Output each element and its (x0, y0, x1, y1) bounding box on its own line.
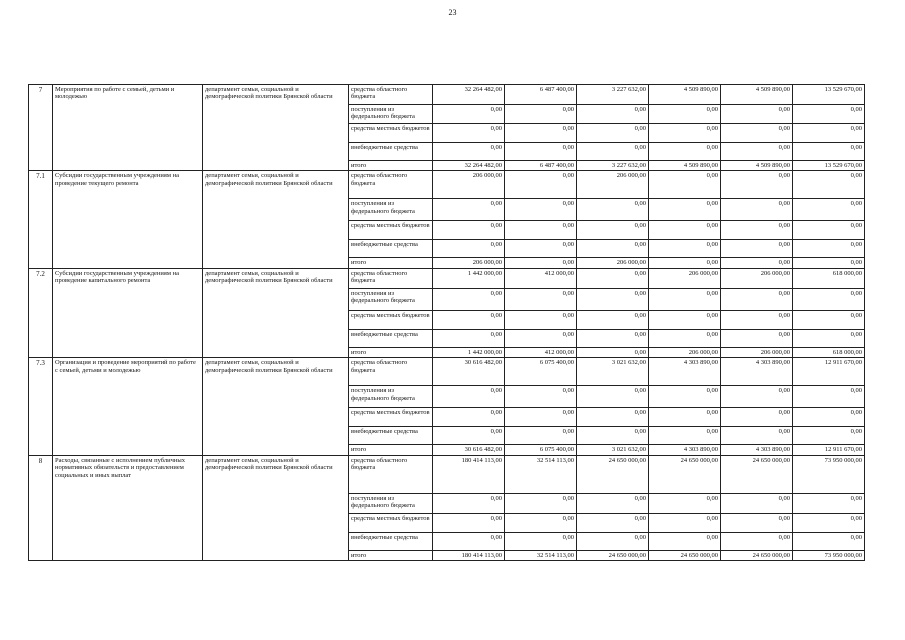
funding-source: средства областного бюджета (349, 171, 433, 199)
amount-cell: 0,00 (721, 124, 793, 143)
amount-cell: 206 000,00 (577, 171, 649, 199)
amount-cell: 0,00 (793, 124, 865, 143)
amount-cell: 0,00 (433, 329, 505, 347)
amount-cell: 0,00 (505, 493, 577, 513)
amount-cell: 0,00 (433, 532, 505, 550)
amount-cell: 0,00 (577, 124, 649, 143)
amount-cell: 0,00 (433, 199, 505, 221)
amount-cell: 0,00 (577, 268, 649, 288)
amount-cell: 4 303 890,00 (721, 445, 793, 455)
amount-cell: 0,00 (505, 513, 577, 532)
table-row (29, 268, 865, 288)
section-executor: департамент семьи, социальной и демографической политики Брянской области (203, 268, 349, 357)
amount-cell: 0,00 (505, 310, 577, 329)
section-name: Субсидии государственным учреждениям на проведение капитального ремонта (53, 268, 203, 357)
section-name: Субсидии государственным учреждениям на проведение текущего ремонта (53, 171, 203, 268)
funding-source: внебюджетные средства (349, 329, 433, 347)
amount-cell: 32 514 113,00 (505, 550, 577, 560)
amount-cell: 24 650 000,00 (649, 455, 721, 493)
amount-cell: 0,00 (721, 221, 793, 240)
funding-source: средства местных бюджетов (349, 408, 433, 427)
section-number: 7 (29, 85, 53, 171)
amount-cell: 3 227 632,00 (577, 85, 649, 105)
amount-cell: 206 000,00 (433, 171, 505, 199)
funding-source: средства местных бюджетов (349, 310, 433, 329)
funding-source: итого (349, 445, 433, 455)
amount-cell: 0,00 (793, 171, 865, 199)
amount-cell: 24 650 000,00 (721, 455, 793, 493)
amount-cell: 0,00 (433, 427, 505, 445)
amount-cell: 0,00 (505, 408, 577, 427)
amount-cell: 1 442 000,00 (433, 268, 505, 288)
funding-source: поступления из федерального бюджета (349, 288, 433, 310)
budget-table-body (29, 85, 865, 561)
amount-cell: 0,00 (433, 143, 505, 161)
amount-cell: 4 303 890,00 (649, 358, 721, 386)
amount-cell: 6 487 400,00 (505, 85, 577, 105)
amount-cell: 13 529 670,00 (793, 161, 865, 171)
amount-cell: 0,00 (649, 240, 721, 258)
amount-cell: 0,00 (505, 240, 577, 258)
amount-cell: 4 509 890,00 (649, 85, 721, 105)
table-row (29, 171, 865, 199)
funding-source: поступления из федерального бюджета (349, 493, 433, 513)
amount-cell: 206 000,00 (433, 258, 505, 268)
section-name: Расходы, связанные с исполнением публичных нормативных обязательств и предоставлением социальных и иных выплат (53, 455, 203, 560)
amount-cell: 0,00 (721, 199, 793, 221)
amount-cell: 0,00 (721, 532, 793, 550)
amount-cell: 4 509 890,00 (649, 161, 721, 171)
amount-cell: 0,00 (721, 493, 793, 513)
funding-source: средства областного бюджета (349, 85, 433, 105)
funding-source: средства местных бюджетов (349, 124, 433, 143)
amount-cell: 0,00 (505, 532, 577, 550)
amount-cell: 206 000,00 (721, 347, 793, 357)
amount-cell: 0,00 (577, 310, 649, 329)
section-number: 7.2 (29, 268, 53, 357)
amount-cell: 0,00 (577, 532, 649, 550)
amount-cell: 0,00 (577, 427, 649, 445)
amount-cell: 0,00 (649, 310, 721, 329)
amount-cell: 0,00 (577, 329, 649, 347)
amount-cell: 0,00 (505, 386, 577, 408)
amount-cell: 0,00 (433, 240, 505, 258)
funding-source: итого (349, 347, 433, 357)
amount-cell: 0,00 (793, 408, 865, 427)
funding-source: средства областного бюджета (349, 268, 433, 288)
amount-cell: 0,00 (721, 143, 793, 161)
amount-cell: 32 264 482,00 (433, 161, 505, 171)
funding-source: поступления из федерального бюджета (349, 105, 433, 124)
amount-cell: 0,00 (649, 386, 721, 408)
amount-cell: 0,00 (577, 493, 649, 513)
amount-cell: 32 264 482,00 (433, 85, 505, 105)
amount-cell: 0,00 (721, 386, 793, 408)
amount-cell: 0,00 (793, 386, 865, 408)
amount-cell: 180 414 113,00 (433, 455, 505, 493)
funding-source: внебюджетные средства (349, 240, 433, 258)
funding-source: поступления из федерального бюджета (349, 386, 433, 408)
amount-cell: 30 616 482,00 (433, 358, 505, 386)
amount-cell: 0,00 (505, 199, 577, 221)
amount-cell: 0,00 (649, 143, 721, 161)
funding-source: средства областного бюджета (349, 358, 433, 386)
table-row (29, 85, 865, 105)
amount-cell: 0,00 (793, 240, 865, 258)
funding-source: поступления из федерального бюджета (349, 199, 433, 221)
amount-cell: 0,00 (793, 199, 865, 221)
amount-cell: 0,00 (649, 329, 721, 347)
amount-cell: 0,00 (433, 105, 505, 124)
amount-cell: 0,00 (793, 493, 865, 513)
amount-cell: 0,00 (721, 329, 793, 347)
amount-cell: 0,00 (721, 310, 793, 329)
amount-cell: 0,00 (649, 408, 721, 427)
amount-cell: 0,00 (721, 258, 793, 268)
amount-cell: 0,00 (649, 288, 721, 310)
budget-table (28, 84, 865, 561)
amount-cell: 24 650 000,00 (649, 550, 721, 560)
amount-cell: 0,00 (505, 329, 577, 347)
amount-cell: 32 514 113,00 (505, 455, 577, 493)
amount-cell: 0,00 (649, 171, 721, 199)
amount-cell: 13 529 670,00 (793, 85, 865, 105)
amount-cell: 30 616 482,00 (433, 445, 505, 455)
amount-cell: 0,00 (505, 105, 577, 124)
amount-cell: 6 487 400,00 (505, 161, 577, 171)
section-number: 8 (29, 455, 53, 560)
funding-source: итого (349, 161, 433, 171)
amount-cell: 618 000,00 (793, 268, 865, 288)
amount-cell: 0,00 (505, 124, 577, 143)
amount-cell: 0,00 (793, 310, 865, 329)
amount-cell: 0,00 (721, 427, 793, 445)
amount-cell: 0,00 (577, 143, 649, 161)
amount-cell: 3 227 632,00 (577, 161, 649, 171)
amount-cell: 0,00 (793, 258, 865, 268)
amount-cell: 4 303 890,00 (649, 445, 721, 455)
amount-cell: 0,00 (577, 513, 649, 532)
amount-cell: 0,00 (577, 105, 649, 124)
amount-cell: 0,00 (649, 199, 721, 221)
amount-cell: 0,00 (505, 143, 577, 161)
amount-cell: 3 021 632,00 (577, 445, 649, 455)
amount-cell: 0,00 (433, 124, 505, 143)
amount-cell: 0,00 (721, 105, 793, 124)
funding-source: внебюджетные средства (349, 143, 433, 161)
table-row (29, 455, 865, 493)
amount-cell: 0,00 (505, 427, 577, 445)
amount-cell: 4 509 890,00 (721, 85, 793, 105)
amount-cell: 0,00 (721, 513, 793, 532)
section-name: Мероприятия по работе с семьей, детьми и молодежью (53, 85, 203, 171)
amount-cell: 180 414 113,00 (433, 550, 505, 560)
amount-cell: 0,00 (721, 240, 793, 258)
amount-cell: 0,00 (577, 347, 649, 357)
amount-cell: 12 911 670,00 (793, 445, 865, 455)
amount-cell: 0,00 (577, 221, 649, 240)
amount-cell: 0,00 (793, 329, 865, 347)
amount-cell: 0,00 (505, 288, 577, 310)
amount-cell: 0,00 (577, 199, 649, 221)
amount-cell: 73 950 000,00 (793, 455, 865, 493)
amount-cell: 0,00 (649, 105, 721, 124)
amount-cell: 206 000,00 (649, 347, 721, 357)
amount-cell: 0,00 (433, 513, 505, 532)
page-number: 23 (448, 8, 457, 17)
amount-cell: 3 021 632,00 (577, 358, 649, 386)
amount-cell: 206 000,00 (577, 258, 649, 268)
section-executor: департамент семьи, социальной и демографической политики Брянской области (203, 455, 349, 560)
funding-source: средства местных бюджетов (349, 221, 433, 240)
amount-cell: 24 650 000,00 (577, 455, 649, 493)
amount-cell: 412 000,00 (505, 347, 577, 357)
amount-cell: 6 075 400,00 (505, 358, 577, 386)
section-number: 7.1 (29, 171, 53, 268)
amount-cell: 73 950 000,00 (793, 550, 865, 560)
amount-cell: 0,00 (577, 240, 649, 258)
amount-cell: 0,00 (793, 288, 865, 310)
table-row (29, 358, 865, 386)
amount-cell: 1 442 000,00 (433, 347, 505, 357)
amount-cell: 0,00 (649, 124, 721, 143)
amount-cell: 0,00 (721, 408, 793, 427)
amount-cell: 0,00 (505, 171, 577, 199)
amount-cell: 0,00 (505, 221, 577, 240)
funding-source: средства местных бюджетов (349, 513, 433, 532)
amount-cell: 0,00 (649, 221, 721, 240)
amount-cell: 24 650 000,00 (577, 550, 649, 560)
amount-cell: 0,00 (433, 221, 505, 240)
amount-cell: 0,00 (649, 532, 721, 550)
amount-cell: 0,00 (793, 513, 865, 532)
amount-cell: 0,00 (649, 427, 721, 445)
amount-cell: 206 000,00 (649, 268, 721, 288)
amount-cell: 0,00 (433, 408, 505, 427)
amount-cell: 412 000,00 (505, 268, 577, 288)
funding-source: внебюджетные средства (349, 427, 433, 445)
amount-cell: 0,00 (649, 513, 721, 532)
funding-source: внебюджетные средства (349, 532, 433, 550)
amount-cell: 618 000,00 (793, 347, 865, 357)
amount-cell: 0,00 (433, 493, 505, 513)
funding-source: средства областного бюджета (349, 455, 433, 493)
section-name: Организация и проведение мероприятий по работе с семьей, детьми и молодежью (53, 358, 203, 455)
amount-cell: 0,00 (793, 143, 865, 161)
amount-cell: 12 911 670,00 (793, 358, 865, 386)
amount-cell: 0,00 (433, 386, 505, 408)
amount-cell: 4 303 890,00 (721, 358, 793, 386)
amount-cell: 0,00 (577, 408, 649, 427)
amount-cell: 0,00 (721, 171, 793, 199)
section-executor: департамент семьи, социальной и демографической политики Брянской области (203, 171, 349, 268)
amount-cell: 24 650 000,00 (721, 550, 793, 560)
amount-cell: 0,00 (793, 532, 865, 550)
amount-cell: 0,00 (577, 288, 649, 310)
amount-cell: 0,00 (793, 427, 865, 445)
amount-cell: 0,00 (433, 288, 505, 310)
section-number: 7.3 (29, 358, 53, 455)
section-executor: департамент семьи, социальной и демографической политики Брянской области (203, 85, 349, 171)
amount-cell: 0,00 (577, 386, 649, 408)
amount-cell: 0,00 (793, 105, 865, 124)
amount-cell: 0,00 (505, 258, 577, 268)
funding-source: итого (349, 550, 433, 560)
amount-cell: 6 075 400,00 (505, 445, 577, 455)
amount-cell: 0,00 (793, 221, 865, 240)
amount-cell: 4 509 890,00 (721, 161, 793, 171)
amount-cell: 206 000,00 (721, 268, 793, 288)
amount-cell: 0,00 (649, 258, 721, 268)
amount-cell: 0,00 (433, 310, 505, 329)
funding-source: итого (349, 258, 433, 268)
amount-cell: 0,00 (721, 288, 793, 310)
amount-cell: 0,00 (649, 493, 721, 513)
section-executor: департамент семьи, социальной и демографической политики Брянской области (203, 358, 349, 455)
